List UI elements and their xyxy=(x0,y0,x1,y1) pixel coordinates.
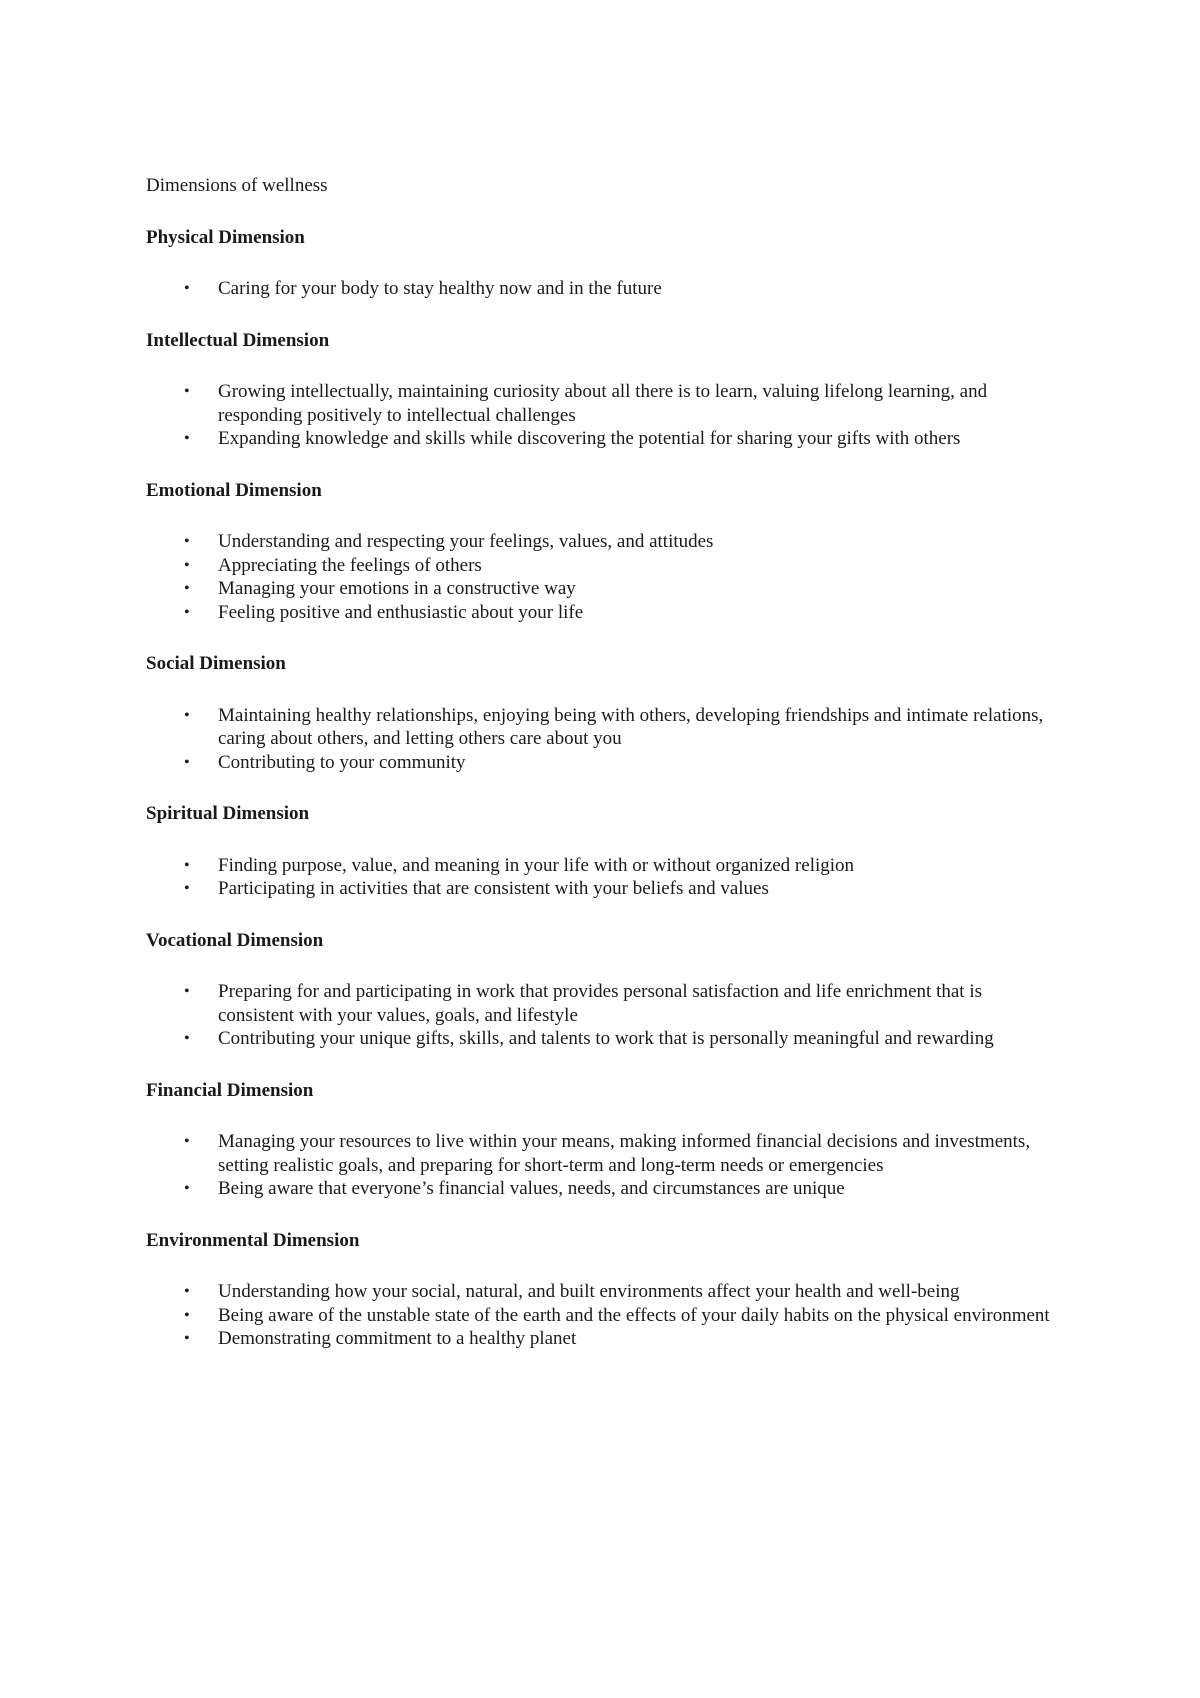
document-title: Dimensions of wellness xyxy=(146,175,328,196)
bullet-icon: • xyxy=(184,1030,190,1047)
list-item xyxy=(146,601,1060,625)
list-item xyxy=(146,577,1060,601)
list-item xyxy=(146,530,1060,554)
list-item xyxy=(146,1177,1060,1201)
list-item xyxy=(146,1027,1060,1051)
list-item xyxy=(146,277,1060,301)
section-heading-spiritual: Spiritual Dimension xyxy=(146,803,310,824)
list-item xyxy=(146,751,1060,775)
bullet-list-spiritual xyxy=(146,854,1060,901)
list-item-text: Contributing to your community xyxy=(218,751,466,773)
list-item-text: Growing intellectually, maintaining curiosity about all there is to learn, valuing lifelong learning, and responding positively to intellectual challenges xyxy=(218,381,988,426)
section-heading-social: Social Dimension xyxy=(146,653,286,674)
section-heading-vocational: Vocational Dimension xyxy=(146,929,324,951)
bullet-icon: • xyxy=(184,1306,190,1324)
list-item xyxy=(146,427,1060,451)
section-heading-financial: Financial Dimension xyxy=(146,1079,314,1101)
bullet-icon: • xyxy=(184,856,190,874)
list-item-text: Understanding how your social, natural, and built environments affect your health and well-being xyxy=(218,1281,960,1302)
list-item-text: Appreciating the feelings of others xyxy=(218,554,482,576)
list-item xyxy=(146,980,1060,1027)
bullet-icon: • xyxy=(184,1330,190,1347)
bullet-icon: • xyxy=(184,1133,190,1150)
bullet-icon: • xyxy=(184,430,190,447)
list-item-text: Caring for your body to stay healthy now and in the future xyxy=(218,278,662,299)
list-item-text: Finding purpose, value, and meaning in your life with or without organized religion xyxy=(218,854,855,876)
list-item xyxy=(146,1327,1060,1351)
list-item xyxy=(146,854,1060,878)
bullet-list-financial xyxy=(146,1130,1060,1201)
list-item-text: Being aware that everyone’s financial values, needs, and circumstances are unique xyxy=(218,1178,845,1199)
section-heading-physical: Physical Dimension xyxy=(146,226,305,248)
bullet-icon: • xyxy=(184,556,190,574)
bullet-list-environmental xyxy=(146,1280,1060,1351)
bullet-icon: • xyxy=(184,1180,190,1197)
list-item-text: Maintaining healthy relationships, enjoying being with others, developing friendships and intimate relations, caring about others, and letting others care about you xyxy=(218,704,1044,749)
list-item-text: Contributing your unique gifts, skills, and talents to work that is personally meaningful and rewarding xyxy=(218,1028,994,1049)
bullet-list-physical xyxy=(146,277,1060,301)
bullet-icon: • xyxy=(184,983,190,1000)
bullet-icon: • xyxy=(184,1283,190,1300)
section-heading-environmental: Environmental Dimension xyxy=(146,1229,360,1251)
list-item xyxy=(146,704,1060,751)
bullet-icon: • xyxy=(184,706,190,724)
bullet-list-emotional xyxy=(146,530,1060,624)
list-item-text: Preparing for and participating in work that provides personal satisfaction and life enrichment that is consistent with your values, goals, and lifestyle xyxy=(218,981,982,1026)
list-item xyxy=(146,554,1060,578)
bullet-icon: • xyxy=(184,533,190,550)
list-item-text: Managing your emotions in a constructive way xyxy=(218,578,576,599)
bullet-icon: • xyxy=(184,880,190,897)
bullet-icon: • xyxy=(184,383,190,400)
list-item-text: Understanding and respecting your feelings, values, and attitudes xyxy=(218,531,714,552)
list-item-text: Participating in activities that are consistent with your beliefs and values xyxy=(218,878,769,899)
list-item-text: Being aware of the unstable state of the earth and the effects of your daily habits on the physical environment xyxy=(218,1304,1050,1326)
bullet-icon: • xyxy=(184,603,190,621)
list-item xyxy=(146,1304,1060,1328)
list-item-text: Expanding knowledge and skills while discovering the potential for sharing your gifts with others xyxy=(218,428,961,449)
list-item xyxy=(146,877,1060,901)
bullet-list-vocational xyxy=(146,980,1060,1051)
bullet-list-intellectual xyxy=(146,380,1060,451)
bullet-icon: • xyxy=(184,753,190,771)
section-heading-emotional: Emotional Dimension xyxy=(146,479,322,501)
list-item-text: Demonstrating commitment to a healthy planet xyxy=(218,1328,577,1349)
bullet-list-social xyxy=(146,704,1060,775)
bullet-icon: • xyxy=(184,580,190,597)
list-item-text: Managing your resources to live within your means, making informed financial decisions and investments, setting realistic goals, and preparing for short-term and long-term needs or emergencies xyxy=(218,1131,1031,1176)
bullet-icon: • xyxy=(184,280,190,297)
list-item xyxy=(146,1280,1060,1304)
list-item-text: Feeling positive and enthusiastic about your life xyxy=(218,601,584,623)
list-item xyxy=(146,1130,1060,1177)
list-item xyxy=(146,380,1060,427)
section-heading-intellectual: Intellectual Dimension xyxy=(146,329,330,351)
